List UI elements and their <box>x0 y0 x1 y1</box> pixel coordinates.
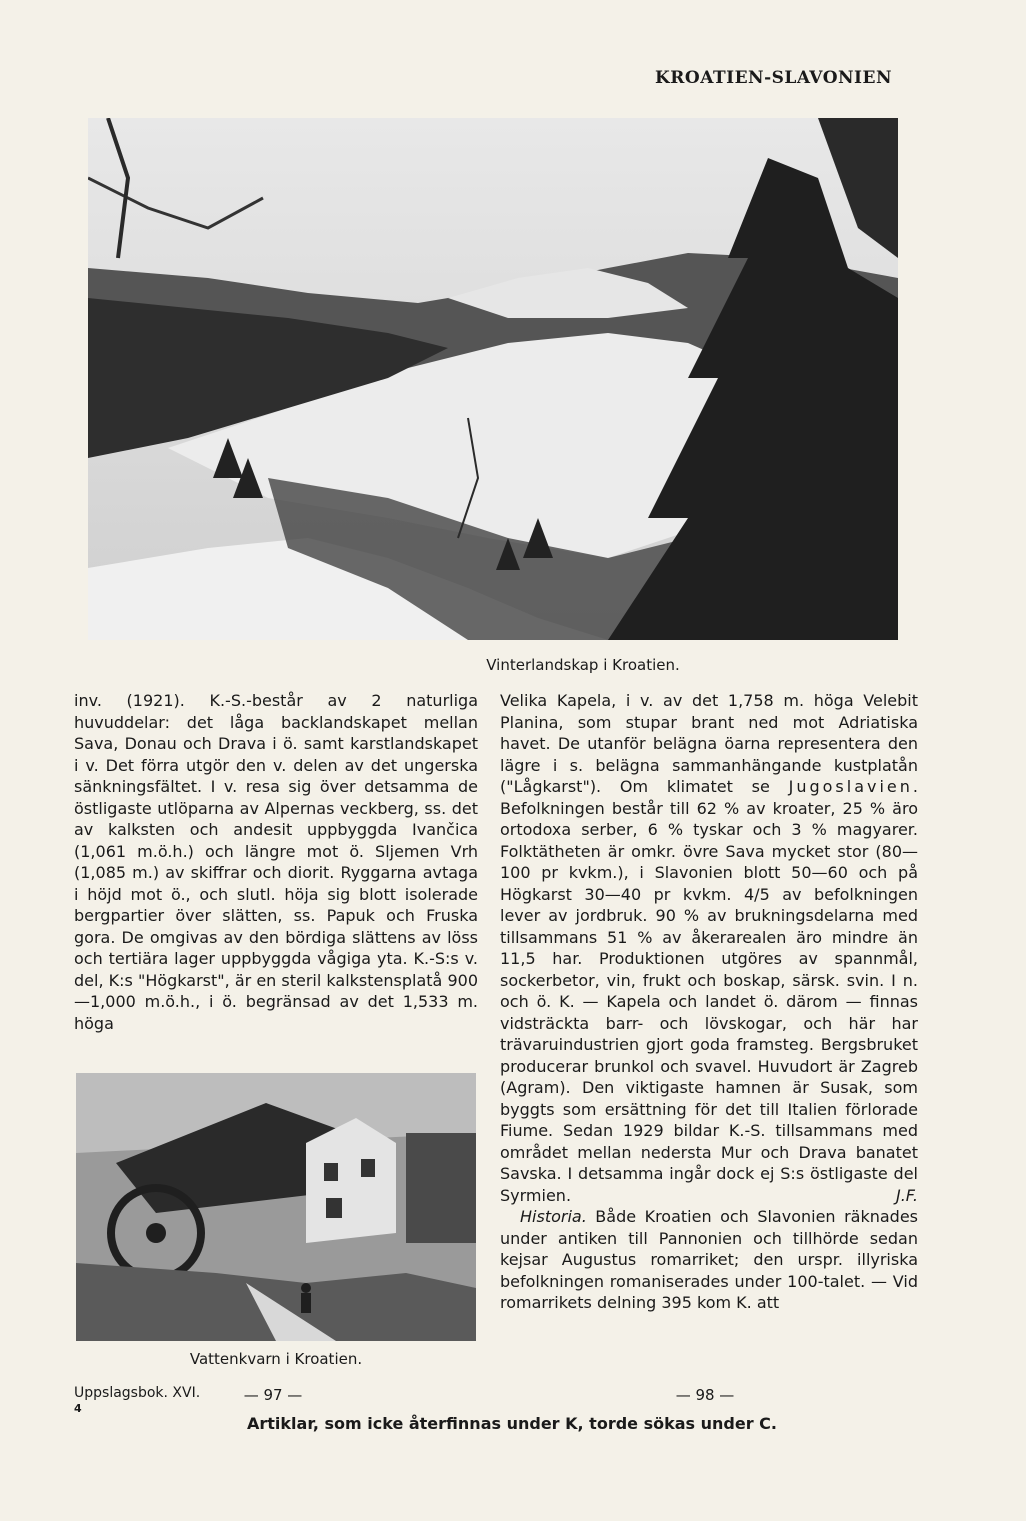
winter-landscape-photo <box>88 118 898 640</box>
book-label: Uppslagsbok. XVI. <box>74 1385 201 1401</box>
watermill-photo-caption: Vattenkvarn i Kroatien. <box>189 1350 363 1368</box>
footer-note: Artiklar, som icke återfinnas under K, torde sökas under C. <box>246 1414 777 1433</box>
winter-photo-caption-text: Vinterlandskap i Kroatien. <box>486 656 680 674</box>
right-column-paragraph-2 <box>500 1206 918 1314</box>
signature-mark: 4 <box>74 1402 82 1415</box>
right-text-2: . Befolkningen består till 62 % av kroater, 25 % äro ortodoxa serber, 6 % tyskar och 3 % magyarer. Folktätheten är omkr. övre Sava mycket stor (80—100 pr kvkm.), i Slavonien blott 50—60 och på Högkarst 30—40 pr kvkm. 4/5 av befolkningen lever av jordbruk. 90 % av brukningsdelarna med tillsammans 51 % av åkerarealen äro mindre än 11,5 har. Produktionen utgöres av spannmål, sockerbetor, vin, frukt och boskap, särsk. svin. I n. och ö. K. — Kapela och landet ö. därom — finnas vidsträckta barr- och lövskogar, och här har trävaruindustrien gjort goda framsteg. Bergsbruket producerar brunkol och svavel. Huvudort är Zagreb (Agram). Den viktigaste hamnen är Susak, som byggts som ersättning för det till Italien förlorade Fiume. Sedan 1929 bildar K.-S. tillsammans med området mellan nedersta Mur och Drava banatet Savska. I detsamma ingår dock ej S:s östligaste del Syrmien. <box>500 777 918 1205</box>
winter-photo-caption <box>88 656 898 674</box>
left-column-paragraph: inv. (1921). K.-S.-består av 2 naturliga huvuddelar: det låga backlandskapet mellan Sava, Donau och Drava i ö. samt karstlandskapet i v. Det förra utgör den v. delen av det ungerska sänkningsfältet. I v. resa sig över detsamma de östligaste utlöparna av Alpernas veckberg, ss. det av kalksten och andesit uppbyggda Ivančica (1,061 m.ö.h.) och längre mot ö. Sljemen Vrh (1,085 m.) av skiffrar och diorit. Ryggarna avtaga i höjd mot ö., och slutl. höja sig blott isolerade bergpartier över slätten, ss. Papuk och Fruska gora. De omgivas av den bördiga slättens av löss och tertiära lager uppbyggda vågiga yta. K.-S:s v. del, K:s "Högkarst", är en steril kalkstensplatå 900—1,000 m.ö.h., i ö. begränsad av det 1,533 m. höga <box>74 691 478 1033</box>
right-text-3: Både Kroatien och Slavonien räknades under antiken till Pannonien och tillhörde sedan kejsar Augustus romarriket; den urspr. illyriska befolkningen romaniserades under 100-talet. — Vid romarrikets delning 395 kom K. att <box>500 1207 918 1312</box>
right-column-paragraph-1 <box>500 690 918 1206</box>
page-number-right: — 98 — <box>675 1386 735 1404</box>
section-heading-historia: Historia. <box>520 1207 587 1226</box>
running-title: KROATIEN-SLAVONIEN <box>655 68 892 88</box>
watermill-photo <box>76 1073 476 1341</box>
page-number-left: — 97 — <box>243 1386 303 1404</box>
right-text-1: Velika Kapela, i v. av det 1,758 m. höga Velebit Planina, som stupar brant ned mot Adriatiska havet. De utanför belägna öarna representera den lägre i s. belägna sammanhängande kustplatån ("Lågkarst"). Om klimatet se <box>500 691 918 796</box>
author-signature: J.F. <box>895 1185 918 1205</box>
cross-reference-jugoslavien: Jugoslavien <box>788 777 913 796</box>
right-column <box>500 690 918 1314</box>
left-column <box>74 690 478 1034</box>
